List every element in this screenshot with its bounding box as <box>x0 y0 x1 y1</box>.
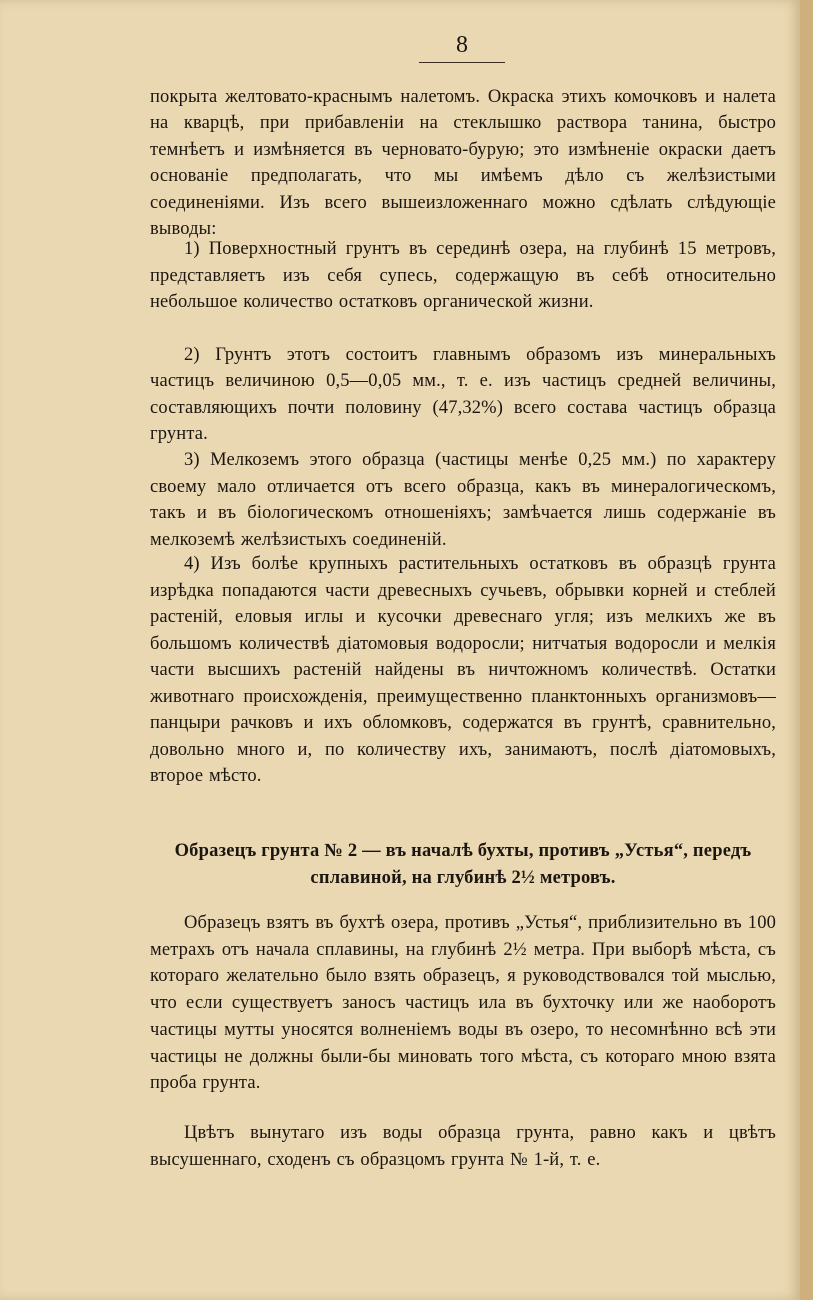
page-edge <box>800 0 813 1300</box>
paragraph-continuation <box>150 84 776 242</box>
page-number: 8 <box>456 32 468 58</box>
conclusion-4-text: 4) Изъ болѣе крупныхъ растительныхъ остатковъ въ образцѣ грунта изрѣдка попадаются части древесныхъ сучьевъ, обрывки корней и стеблей растеній, еловыя иглы и кусочки древеснаго угля; изъ мелкихъ же въ большомъ количествѣ діатомовыя водоросли; нитчатыя водоросли и мелкія части высшихъ растеній найдены въ ничтожномъ количествѣ. Остатки животнаго происхожденія, преимущественно планктонныхъ организмовъ—панцыри рачковъ и ихъ обломковъ, содержатся въ грунтѣ, сравнительно, довольно много и, по количеству ихъ, занимаютъ, послѣ діатомовыхъ, второе мѣсто. <box>150 554 776 786</box>
color-description <box>150 1120 776 1174</box>
color-description-text: Цвѣтъ вынутаго изъ воды образца грунта, равно какъ и цвѣтъ высушеннаго, сходенъ съ образцомъ грунта № 1-й, т. е. <box>150 1123 776 1170</box>
sample-description <box>150 910 776 1097</box>
conclusion-1-text: 1) Поверхностный грунтъ въ серединѣ озера, на глубинѣ 15 метровъ, представляетъ изъ себя супесь, содержащую въ себѣ относительно небольшое количество остатковъ органической жизни. <box>150 239 776 312</box>
conclusion-2-text: 2) Грунтъ этотъ состоитъ главнымъ образомъ изъ минеральныхъ частицъ величиною 0,5—0,05 мм., т. е. изъ частицъ средней величины, составляющихъ почти половину (47,32%) всего состава частицъ образца грунта. <box>150 345 776 444</box>
conclusion-3 <box>150 447 776 553</box>
conclusion-3-text: 3) Мелкоземъ этого образца (частицы менѣе 0,25 мм.) по характеру своему мало отличается отъ всего образца, какъ въ минералогическомъ, такъ и въ біологическомъ отношеніяхъ; замѣчается лишь содержаніе въ мелкоземѣ желѣзистыхъ соединеній. <box>150 450 776 550</box>
sample-description-text: Образецъ взятъ въ бухтѣ озера, противъ „Устья“, приблизительно въ 100 метрахъ отъ начала сплавины, на глубинѣ 2½ метра. При выборѣ мѣста, съ котораго желательно было взять образецъ, я руководствовался той мыслью, что если существуетъ заносъ частицъ ила въ бухточку или же наоборотъ частицы мутты уносятся волненіемъ воды въ озеро, то несомнѣнно всѣ эти частицы не должны были-бы миновать того мѣста, съ котораго мною взята проба грунта. <box>150 913 776 1094</box>
conclusion-4 <box>150 551 776 790</box>
section-heading-line-1: Образецъ грунта № 2 — въ началѣ бухты, противъ „Устья“, передъ <box>174 841 752 861</box>
conclusion-1 <box>150 236 776 316</box>
paragraph-text: покрыта желтовато-краснымъ налетомъ. Окраска этихъ комочковъ и налета на кварцѣ, при прибавленіи на стеклышко раствора танина, быстро темнѣетъ и измѣняется въ черновато-бурую; это измѣненіе окраски даетъ основаніе предполагать, что мы имѣемъ дѣло съ желѣзистыми соединеніями. Изъ всего вышеизложеннаго можно сдѣлать слѣдующіе выводы: <box>150 87 776 240</box>
page-number-rule <box>419 62 505 63</box>
conclusion-2 <box>150 342 776 447</box>
section-heading-line-2: сплавиной, на глубинѣ 2½ метровъ. <box>310 868 616 888</box>
section-heading <box>150 838 776 892</box>
